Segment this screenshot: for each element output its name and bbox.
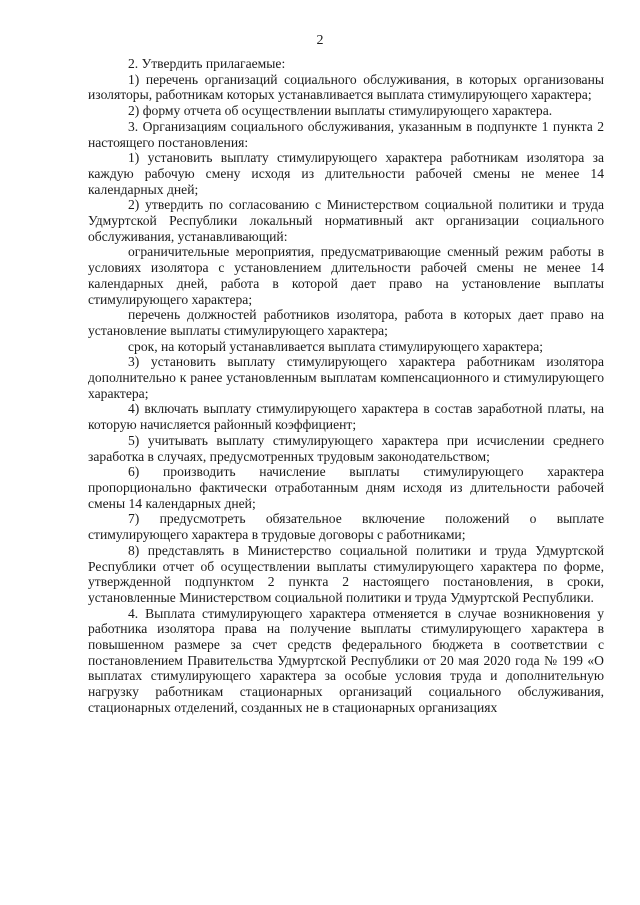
paragraph-subitem-3-5: 5) учитывать выплату стимулирующего характера при исчислении среднего заработка в случаях, предусмотренных трудовым законодательством; bbox=[88, 432, 604, 464]
document-body bbox=[88, 56, 604, 716]
paragraph-subitem-3-3: 3) установить выплату стимулирующего характера работникам изолятора дополнительно к ранее установленным выплатам компенсационного и стимулирующего характера; bbox=[88, 354, 604, 401]
paragraph-subitem-3-1: 1) установить выплату стимулирующего характера работникам изолятора за каждую рабочую смену исходя из длительности рабочей смены не менее 14 календарных дней; bbox=[88, 150, 604, 197]
paragraph-subitem-3-6: 6) производить начисление выплаты стимулирующего характера пропорционально фактически отработанным дням исходя из длительности рабочей смены 14 календарных дней; bbox=[88, 464, 604, 511]
paragraph-clause-restrictions: ограничительные мероприятия, предусматривающие сменный режим работы в условиях изолятора с установлением длительности рабочей смены не менее 14 календарных дней, работа в которой дает право на установление выплаты стимулирующего характера; bbox=[88, 244, 604, 307]
paragraph-subitem-3-4: 4) включать выплату стимулирующего характера в состав заработной платы, на которую начисляется районный коэффициент; bbox=[88, 401, 604, 433]
paragraph-item-3: 3. Организациям социального обслуживания, указанным в подпункте 1 пункта 2 настоящего постановления: bbox=[88, 118, 604, 150]
paragraph-subitem-3-8: 8) представлять в Министерство социальной политики и труда Удмуртской Республики отчет об осуществлении выплаты стимулирующего характера по форме, утвержденной подпунктом 2 пункта 2 настоящего постановления, в сроки, установленные Министерством социальной политики и труда Удмуртской Республики. bbox=[88, 542, 604, 605]
paragraph-subitem-2-2: 2) форму отчета об осуществлении выплаты стимулирующего характера. bbox=[128, 103, 553, 119]
page-number: 2 bbox=[316, 33, 324, 48]
paragraph-clause-term: срок, на который устанавливается выплата стимулирующего характера; bbox=[128, 338, 544, 354]
paragraph-subitem-3-7: 7) предусмотреть обязательное включение положений о выплате стимулирующего характера в трудовые договоры с работниками; bbox=[88, 511, 604, 543]
paragraph-clause-positions: перечень должностей работников изолятора, работа в которых дает право на установление выплаты стимулирующего характера; bbox=[88, 307, 604, 338]
paragraph-subitem-2-1: 1) перечень организаций социального обслуживания, в которых организованы изоляторы, работникам которых устанавливается выплата стимулирующего характера; bbox=[88, 71, 604, 103]
paragraph-subitem-3-2: 2) утвердить по согласованию с Министерством социальной политики и труда Удмуртской Республики локальный нормативный акт организации социального обслуживания, устанавливающий: bbox=[88, 197, 604, 244]
paragraph-item-4: 4. Выплата стимулирующего характера отменяется в случае возникновения у работника изолятора права на получение выплаты стимулирующего характера в повышенном размере за счет средств федерального бюджета в соответствии с постановлением Правительства Удмуртской Республики от 20 мая 2020 года № 199 «О выплатах стимулирующего характера за особые условия труда и дополнительную нагрузку работникам стационарных организаций социального обслуживания, стационарных отделений, созданных не в стационарных организациях bbox=[88, 605, 604, 715]
paragraph-item-2: 2. Утвердить прилагаемые: bbox=[128, 56, 286, 71]
